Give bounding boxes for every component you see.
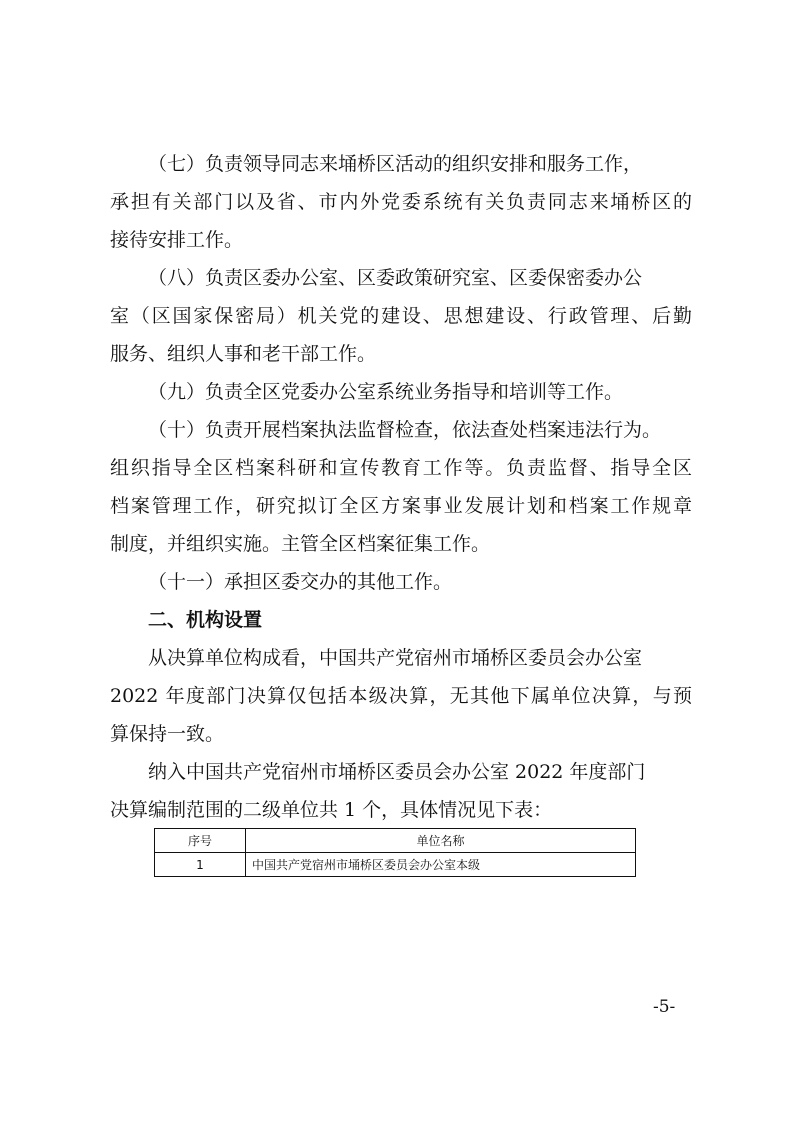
paragraph-10-line-1: （十）负责开展档案执法监督检查，依法查处档案违法行为。 (148, 419, 662, 441)
table-header-unit-name: 单位名称 (246, 829, 636, 853)
section-paragraph-2-line-2: 决算编制范围的二级单位共 1 个，具体情况见下表： (110, 799, 553, 821)
paragraph-7-line-2: 承担有关部门以及省、市内外党委系统有关负责同志来埇桥区的 (110, 191, 692, 213)
table-header-row (155, 829, 636, 853)
table-header-index: 序号 (155, 829, 246, 853)
section-paragraph-2-line-1: 纳入中国共产党宿州市埇桥区委员会办公室 2022 年度部门 (148, 761, 646, 783)
paragraph-7-line-3: 接待安排工作。 (110, 229, 244, 251)
paragraph-10-line-2: 组织指导全区档案科研和宣传教育工作等。负责监督、指导全区 (110, 457, 692, 479)
paragraph-8-line-3: 服务、组织人事和老干部工作。 (110, 343, 377, 365)
paragraph-11-line-1: （十一）承担区委交办的其他工作。 (148, 571, 453, 593)
table-row (155, 853, 636, 877)
units-table (154, 828, 636, 877)
section-paragraph-1-line-2: 2022 年度部门决算仅包括本级决算，无其他下属单位决算，与预 (110, 685, 692, 707)
table-cell-unit-name: 中国共产党宿州市埇桥区委员会办公室本级 (246, 853, 636, 877)
page-number: -5- (653, 997, 676, 1017)
paragraph-10-line-3: 档案管理工作，研究拟订全区方案事业发展计划和档案工作规章 (110, 495, 692, 517)
paragraph-8-line-1: （八）负责区委办公室、区委政策研究室、区委保密委办公 (148, 267, 643, 289)
table-cell-index: 1 (155, 853, 246, 877)
paragraph-9-line-1: （九）负责全区党委办公室系统业务指导和培训等工作。 (148, 381, 624, 403)
paragraph-7-line-1: （七）负责领导同志来埇桥区活动的组织安排和服务工作， (148, 153, 643, 175)
section-paragraph-1-line-3: 算保持一致。 (110, 723, 225, 745)
section-paragraph-1-line-1: 从决算单位构成看，中国共产党宿州市埇桥区委员会办公室 (148, 647, 643, 669)
paragraph-8-line-2: 室（区国家保密局）机关党的建设、思想建设、行政管理、后勤 (110, 305, 692, 327)
section-heading: 二、机构设置 (148, 609, 263, 631)
paragraph-10-line-4: 制度，并组织实施。主管全区档案征集工作。 (110, 533, 491, 555)
